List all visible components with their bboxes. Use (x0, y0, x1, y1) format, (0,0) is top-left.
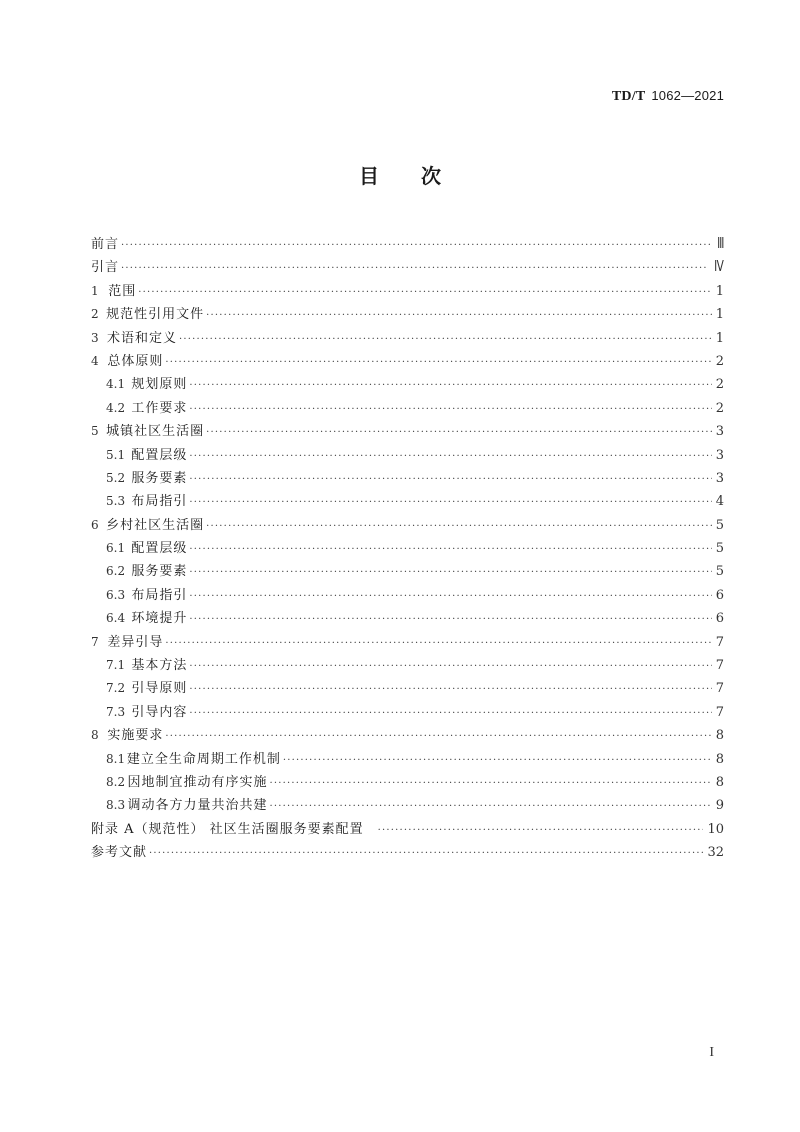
dot-leader (189, 585, 711, 608)
toc-entry-title: 基本方法 (131, 658, 188, 674)
toc-entry-page: 2 (715, 353, 724, 369)
toc-entry-number: 2 (91, 307, 99, 322)
toc-entry-page: 5 (715, 541, 724, 557)
toc-entry[interactable] (91, 841, 724, 864)
toc-entry-number: 5.3 (106, 494, 126, 509)
toc-entry-number: 7 (91, 634, 99, 649)
toc-entry-title: 调动各方力量共治共建 (127, 798, 268, 814)
toc-entry-page: 5 (715, 517, 724, 533)
toc-entry-title: 引导内容 (131, 704, 188, 720)
dot-leader (269, 772, 711, 795)
toc-entry-number: 7.2 (106, 681, 126, 696)
toc-entry[interactable] (91, 303, 724, 326)
toc-entry-page: 1 (715, 283, 724, 299)
dot-leader (283, 749, 712, 772)
toc-entry-number: 5.2 (106, 470, 126, 485)
toc-entry-page: 1 (715, 330, 724, 346)
toc-entry-page: 3 (715, 424, 724, 440)
toc-entry-title: 术语和定义 (106, 330, 177, 346)
dot-leader (206, 304, 712, 327)
toc-entry-number: 6.4 (106, 611, 126, 626)
toc-entry-title: 差异引导 (107, 634, 164, 650)
document-code-prefix: TD/T (611, 89, 646, 104)
toc-entry-page: 8 (715, 774, 724, 790)
toc-entry[interactable] (91, 256, 724, 279)
dot-leader (189, 561, 711, 584)
toc-entry[interactable] (91, 444, 724, 467)
dot-leader (149, 842, 703, 865)
toc-entry-title: 规划原则 (131, 377, 188, 393)
toc-entry-number: 6.1 (106, 541, 126, 556)
document-code-number: 1062—2021 (651, 88, 724, 103)
toc-entry[interactable] (91, 631, 724, 654)
toc-entry-number: 8.2 (106, 774, 126, 789)
toc-entry-number: 4 (91, 353, 99, 368)
toc-entry-number: 6.3 (106, 587, 126, 602)
dot-leader (189, 445, 711, 468)
toc-entry-number: 4.2 (106, 400, 126, 415)
dot-leader (269, 795, 711, 818)
dot-leader (189, 655, 711, 678)
toc-entry[interactable] (91, 560, 724, 583)
toc-entry-number: 3 (91, 330, 99, 345)
toc-entry-number: 5.1 (106, 447, 126, 462)
toc-entry-title: 因地制宜推动有序实施 (127, 774, 268, 790)
toc-entry-title: 引言 (91, 260, 120, 276)
toc-entry[interactable] (91, 397, 724, 420)
toc-entry-page: 7 (715, 658, 724, 674)
toc-entry-title: 乡村社区生活圈 (106, 517, 205, 533)
toc-entry-title: 总体原则 (107, 353, 164, 369)
toc-entry[interactable] (91, 654, 724, 677)
toc-entry[interactable] (91, 677, 724, 700)
toc-entry-number: 7.1 (106, 658, 126, 673)
toc-entry[interactable] (91, 701, 724, 724)
toc-entry-title: 配置层级 (131, 541, 188, 557)
toc-entry[interactable] (91, 724, 724, 747)
toc-entry-title: 建立全生命周期工作机制 (126, 751, 281, 767)
dot-leader (165, 351, 711, 374)
toc-entry[interactable] (91, 467, 724, 490)
toc-entry-page: 8 (715, 728, 724, 744)
toc-entry[interactable] (91, 420, 724, 443)
toc-entry-title: 城镇社区生活圈 (106, 424, 205, 440)
toc-entry[interactable] (91, 373, 724, 396)
toc-entry-title: 服务要素 (131, 564, 188, 580)
toc-entry[interactable] (91, 233, 724, 256)
toc-entry-title: 附录 A（规范性） 社区生活圈服务要素配置 (91, 821, 364, 837)
toc-entry-title: 范围 (108, 283, 137, 299)
dot-leader (189, 538, 711, 561)
toc-entry-title: 前言 (91, 237, 120, 252)
toc-entry[interactable] (91, 350, 724, 373)
toc-entry-page: 1 (715, 307, 724, 323)
toc-entry-title: 工作要求 (131, 400, 188, 416)
toc-entry[interactable] (91, 537, 724, 560)
dot-leader (378, 819, 704, 842)
dot-leader (165, 725, 711, 748)
toc-entry-page: 3 (715, 447, 724, 463)
toc-entry[interactable] (91, 280, 724, 303)
toc-entry-page: 7 (715, 681, 724, 697)
toc-entry-title: 配置层级 (131, 447, 188, 463)
dot-leader (179, 328, 712, 351)
dot-leader (189, 398, 711, 421)
toc-entry[interactable] (91, 514, 724, 537)
dot-leader (165, 632, 711, 655)
toc-entry[interactable] (91, 607, 724, 630)
dot-leader (206, 421, 712, 444)
toc-entry-page: 3 (715, 470, 724, 486)
toc-entry-title: 参考文献 (91, 845, 148, 861)
toc-entry-page: 6 (715, 611, 724, 627)
toc-entry[interactable] (91, 771, 724, 794)
toc-entry[interactable] (91, 327, 724, 350)
dot-leader (189, 608, 711, 631)
toc-entry-page: 5 (715, 564, 724, 580)
toc-entry-number: 8 (91, 728, 99, 743)
page-number: I (709, 1045, 714, 1060)
toc-entry-page: 7 (715, 704, 724, 720)
toc-entry-page: Ⅲ (716, 236, 724, 252)
toc-entry-page: 2 (715, 400, 724, 416)
toc-entry-page: Ⅳ (714, 259, 724, 276)
toc-entry-title: 服务要素 (131, 470, 188, 486)
toc-entry-page: 10 (707, 821, 724, 837)
toc-entry-number: 8.1 (106, 751, 126, 766)
toc-entry[interactable] (91, 490, 724, 513)
toc-entry-title: 布局指引 (131, 494, 188, 510)
page-title: 目次 (359, 164, 483, 188)
toc-entry-number: 6.2 (106, 564, 126, 579)
toc-entry[interactable] (91, 794, 724, 817)
dot-leader (189, 678, 711, 701)
toc-entry-number: 1 (91, 283, 99, 298)
toc-entry-title: 实施要求 (107, 728, 164, 744)
toc-entry[interactable] (91, 818, 724, 841)
toc-entry-title: 引导原则 (131, 681, 188, 697)
dot-leader (189, 491, 711, 514)
toc-entry-number: 5 (91, 424, 99, 439)
document-code (612, 88, 724, 105)
dot-leader (121, 234, 710, 257)
dot-leader (138, 281, 712, 304)
toc-entry-number: 4.1 (106, 377, 126, 392)
table-of-contents (91, 233, 724, 865)
toc-entry-title: 规范性引用文件 (106, 307, 205, 323)
toc-entry[interactable] (91, 748, 724, 771)
dot-leader (189, 468, 711, 491)
toc-entry-number: 7.3 (106, 704, 126, 719)
toc-entry-page: 2 (715, 377, 724, 393)
dot-leader (189, 702, 711, 725)
dot-leader (121, 257, 706, 280)
toc-entry[interactable] (91, 584, 724, 607)
dot-leader (206, 515, 712, 538)
toc-entry-page: 7 (715, 634, 724, 650)
toc-entry-page: 32 (707, 845, 724, 861)
toc-entry-page: 6 (715, 587, 724, 603)
toc-entry-title: 布局指引 (131, 587, 188, 603)
toc-entry-number: 6 (91, 517, 99, 532)
toc-entry-page: 9 (715, 798, 724, 814)
dot-leader (189, 374, 711, 397)
toc-entry-title: 环境提升 (131, 611, 188, 627)
toc-entry-page: 8 (715, 751, 724, 767)
toc-entry-page: 4 (715, 494, 724, 510)
toc-entry-number: 8.3 (106, 798, 126, 813)
